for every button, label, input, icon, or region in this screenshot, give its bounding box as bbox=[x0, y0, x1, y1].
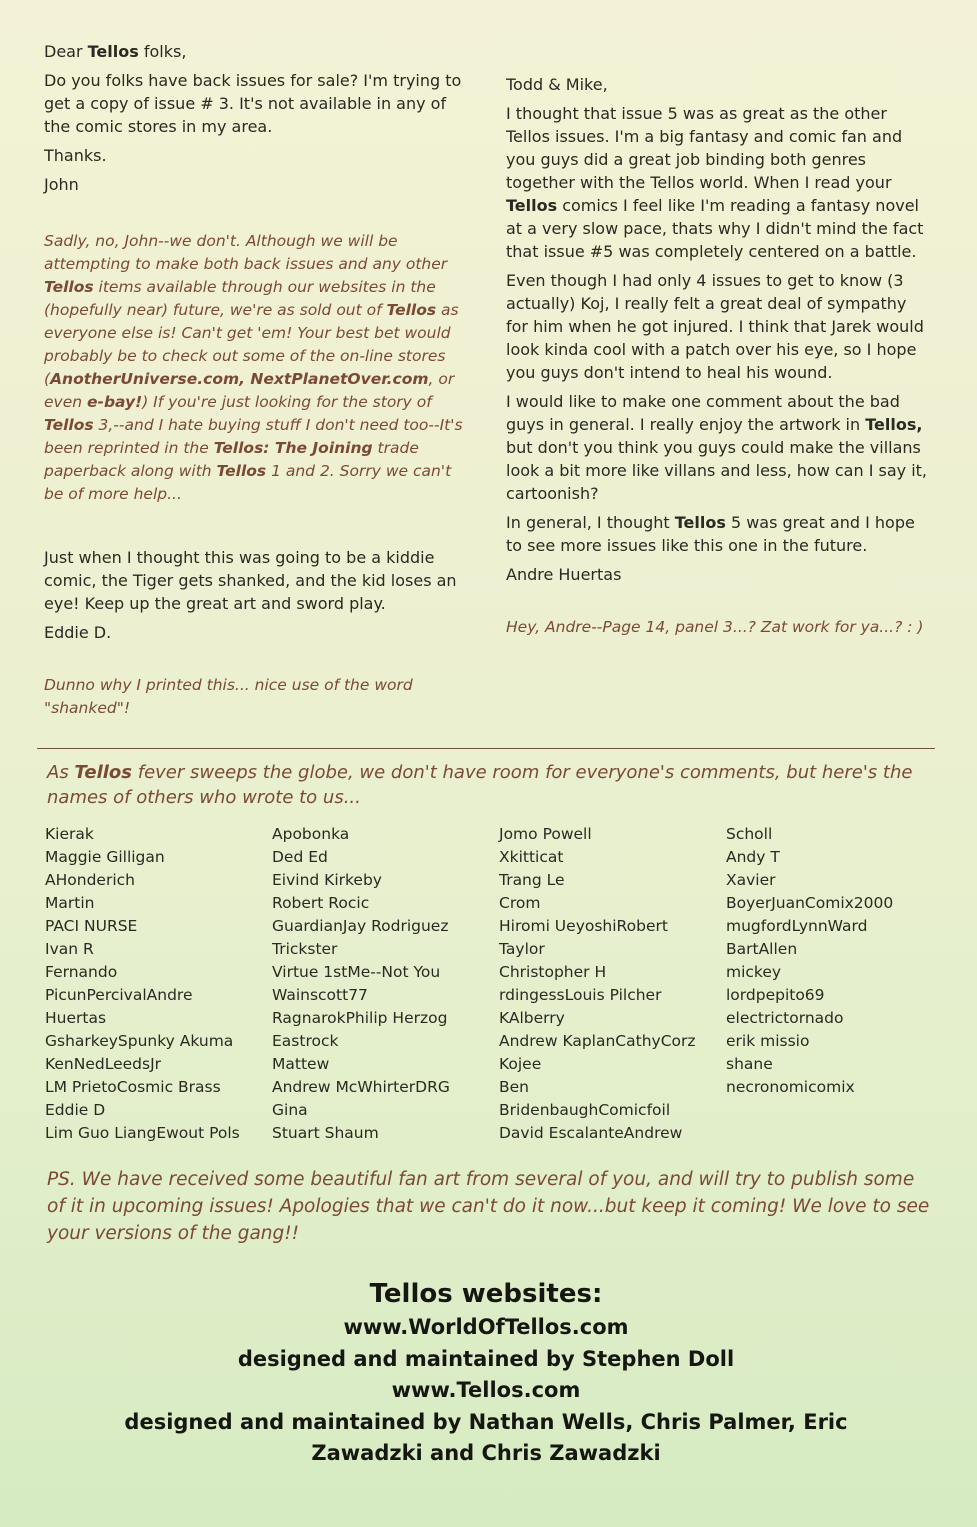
websites-title: Tellos websites: bbox=[369, 1279, 603, 1309]
name-entry: Robert Rocic bbox=[272, 894, 370, 912]
name-entry: shane bbox=[726, 1055, 773, 1073]
name-entry: Gina bbox=[272, 1101, 308, 1119]
name-entry: Ivan R bbox=[45, 940, 94, 958]
name-entry: Lim Guo LiangEwout Pols bbox=[45, 1124, 240, 1142]
name-entry: Kojee bbox=[499, 1055, 542, 1073]
name-entry: Trang Le bbox=[499, 871, 565, 889]
name-entry: Ben bbox=[499, 1078, 529, 1096]
names-column-1 bbox=[45, 823, 240, 1145]
ps-note: PS. We have received some beautiful fan art from several of you, and will try to publish some of it in upcoming issues! Apologies that we can't do it now...but keep it coming! We love to see your versions of the gang!! bbox=[47, 1169, 930, 1244]
names-column-3 bbox=[499, 823, 696, 1145]
name-entry: Andrew McWhirterDRG bbox=[272, 1078, 450, 1096]
name-entry: BridenbaughComicfoil bbox=[499, 1101, 671, 1119]
name-entry: erik missio bbox=[726, 1032, 810, 1050]
letter-signature-eddie: Eddie D. bbox=[44, 623, 112, 642]
name-entry: AHonderich bbox=[45, 871, 135, 889]
editor-reply-eddie: Dunno why I printed this... nice use of the word "shanked"! bbox=[44, 676, 413, 717]
left-column bbox=[44, 40, 469, 720]
name-entry: Huertas bbox=[45, 1009, 107, 1027]
name-entry: PicunPercivalAndre bbox=[45, 986, 193, 1004]
editor-reply-andre: Hey, Andre--Page 14, panel 3...? Zat work for ya...? : ) bbox=[506, 618, 924, 636]
letter-paragraph-2: Even though I had only 4 issues to get to know (3 actually) Koj, I really felt a great deal of sympathy for him when he got injured. I think that Jarek would look kinda cool with a patch over his eye, so I hope you guys don't intend to heal his wound. bbox=[506, 271, 924, 382]
name-entry: Eastrock bbox=[272, 1032, 339, 1050]
name-entry: Andy T bbox=[726, 848, 780, 866]
website-credit-2: designed and maintained by Nathan Wells, Chris Palmer, Eric Zawadzki and Chris Zawadzki bbox=[124, 1409, 848, 1465]
name-entry: BoyerJuanComix2000 bbox=[726, 894, 894, 912]
letter-body-eddie: Just when I thought this was going to be a kiddie comic, the Tiger gets shanked, and the kid loses an eye! Keep up the great art and sword play. bbox=[44, 548, 457, 613]
letter-signature-john: John bbox=[44, 175, 79, 194]
name-entry: lordpepito69 bbox=[726, 986, 825, 1004]
website-credit-1: designed and maintained by Stephen Doll bbox=[237, 1346, 735, 1371]
letter-signature-andre: Andre Huertas bbox=[506, 565, 622, 584]
name-entry: Hiromi UeyoshiRobert bbox=[499, 917, 668, 935]
name-entry: PACI NURSE bbox=[45, 917, 138, 935]
name-entry: Apobonka bbox=[272, 825, 350, 843]
name-entry: Virtue 1stMe--Not You bbox=[272, 963, 441, 981]
website-url-tellos: www.Tellos.com bbox=[391, 1378, 581, 1402]
name-entry: BartAllen bbox=[726, 940, 798, 958]
name-entry: rdingessLouis Pilcher bbox=[499, 986, 662, 1004]
name-entry: Stuart Shaum bbox=[272, 1124, 379, 1142]
section-divider bbox=[37, 748, 935, 749]
letter-paragraph-1: I thought that issue 5 was as great as the other Tellos issues. I'm a big fantasy and comic fan and you guys did a great job binding both genres together with the Tellos world. When I read your Tellos comics I feel like I'm reading a fantasy novel at a very slow pace, thats why I didn't mind the fact that issue #5 was completely centered on a battle. bbox=[506, 104, 924, 261]
name-entry: Mattew bbox=[272, 1055, 330, 1073]
name-entry: necronomicomix bbox=[726, 1078, 855, 1096]
name-entry: Trickster bbox=[272, 940, 338, 958]
name-entry: KenNedLeedsJr bbox=[45, 1055, 162, 1073]
name-entry: Taylor bbox=[499, 940, 545, 958]
letter-greeting-andre: Todd & Mike, bbox=[506, 75, 608, 94]
letter-paragraph-3: I would like to make one comment about the bad guys in general. I really enjoy the artwork in Tellos, but don't you think you guys could make the villans look a bit more like villans and less, how can I say it, cartoonish? bbox=[506, 392, 927, 503]
name-entry: Martin bbox=[45, 894, 95, 912]
letter-body-john: Do you folks have back issues for sale? I'm trying to get a copy of issue # 3. It's not available in any of the comic stores in my area. bbox=[44, 71, 462, 136]
name-entry: Eivind Kirkeby bbox=[272, 871, 382, 889]
name-entry: Andrew KaplanCathyCorz bbox=[499, 1032, 696, 1050]
names-column-2 bbox=[272, 823, 450, 1145]
name-entry: Christopher H bbox=[499, 963, 607, 981]
name-entry: Wainscott77 bbox=[272, 986, 368, 1004]
name-entry: Maggie Gilligan bbox=[45, 848, 165, 866]
names-intro: As Tellos fever sweeps the globe, we don't have room for everyone's comments, but here's the names of others who wrote to us... bbox=[47, 762, 913, 808]
letter-paragraph-4: In general, I thought Tellos 5 was great and I hope to see more issues like this one in the future. bbox=[506, 513, 915, 555]
name-entry: GsharkeySpunky Akuma bbox=[45, 1032, 234, 1050]
name-entry: LM PrietoCosmic Brass bbox=[45, 1078, 221, 1096]
name-entry: David EscalanteAndrew bbox=[499, 1124, 683, 1142]
website-url-worldoftellos: www.WorldOfTellos.com bbox=[343, 1315, 629, 1339]
letter-greeting-john: Dear Tellos folks, bbox=[44, 42, 187, 61]
name-entry: Jomo Powell bbox=[499, 825, 592, 843]
name-entry: Eddie D bbox=[45, 1101, 106, 1119]
right-column bbox=[506, 73, 931, 639]
name-entry: electrictornado bbox=[726, 1009, 844, 1027]
letter-thanks: Thanks. bbox=[44, 146, 107, 165]
name-entry: Fernando bbox=[45, 963, 118, 981]
name-entry: KAlberry bbox=[499, 1009, 565, 1027]
name-entry: Kierak bbox=[45, 825, 94, 843]
name-entry: Xkitticat bbox=[499, 848, 564, 866]
websites-section bbox=[80, 1276, 892, 1470]
name-entry: GuardianJay Rodriguez bbox=[272, 917, 449, 935]
names-column-4 bbox=[726, 823, 893, 1099]
name-entry: Scholl bbox=[726, 825, 773, 843]
editor-reply-john: Sadly, no, John--we don't. Although we will be attempting to make both back issues and any other Tellos items available through our websites in the (hopefully near) future, we're as sold out of Tellos as everyone else is! Can't get 'em! Your best bet would probably be to check out some of the on-line stores (AnotherUniverse.com, NextPlanetOver.com, or even e-bay!) If you're just looking for the story of Tellos 3,--and I hate buying stuff I don't need too--It's been reprinted in the Tellos: The Joining trade paperback along with Tellos 1 and 2. Sorry we can't be of more help... bbox=[44, 232, 463, 503]
name-entry: Crom bbox=[499, 894, 541, 912]
name-entry: mugfordLynnWard bbox=[726, 917, 868, 935]
name-entry: RagnarokPhilip Herzog bbox=[272, 1009, 448, 1027]
name-entry: mickey bbox=[726, 963, 782, 981]
name-entry: Xavier bbox=[726, 871, 776, 889]
name-entry: Ded Ed bbox=[272, 848, 328, 866]
